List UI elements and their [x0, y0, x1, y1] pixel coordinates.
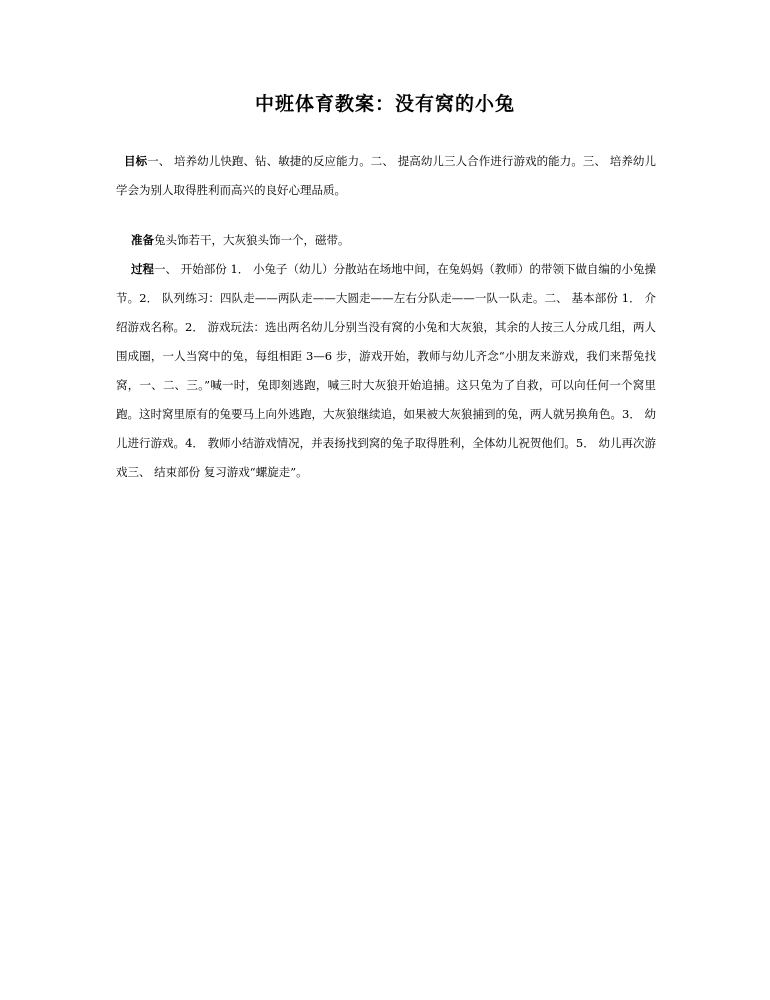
process-label: 过程	[131, 262, 155, 276]
preparation-label: 准备	[131, 233, 154, 247]
goal-text: 一、 培养幼儿快跑、钻、敏捷的反应能力。二、 提高幼儿三人合作进行游戏的能力。三、 培养幼儿学会为别人取得胜利而高兴的良好心理品质。	[116, 154, 656, 197]
goal-paragraph	[116, 147, 656, 205]
process-paragraph	[116, 255, 656, 487]
goal-label: 目标	[124, 154, 148, 168]
process-text: 一、 开始部份 1． 小兔子（幼儿）分散站在场地中间，在兔妈妈（教师）的带领下做自编的小兔操节。2． 队列练习：四队走——两队走——大圆走——左右分队走——一队一队走。二、 基本部份 1． 介绍游戏名称。2． 游戏玩法：选出两名幼儿分别当没有窝的小兔和大灰狼，其余的人按三人分成几组，两人围成圈，一人当窝中的兔，每组相距 3—6 步，游戏开始，教师与幼儿齐念“小朋友来游戏，我们来帮兔找窝，一、二、三。”喊一时，兔即刻逃跑，喊三时大灰狼开始追捕。这只兔为了自救，可以向任何一个窝里跑。这时窝里原有的兔要马上向外逃跑，大灰狼继续追，如果被大灰狼捕到的兔，两人就另换角色。3． 幼儿进行游戏。4． 教师小结游戏情况，并表扬找到窝的兔子取得胜利，全体幼儿祝贺他们。5． 幼儿再次游戏三、 结束部份 复习游戏“螺旋走”。	[116, 262, 656, 479]
preparation-text: 兔头饰若干，大灰狼头饰一个，磁带。	[154, 233, 350, 247]
preparation-paragraph	[116, 226, 656, 255]
document-title: 中班体育教案：没有窝的小兔	[254, 93, 515, 115]
